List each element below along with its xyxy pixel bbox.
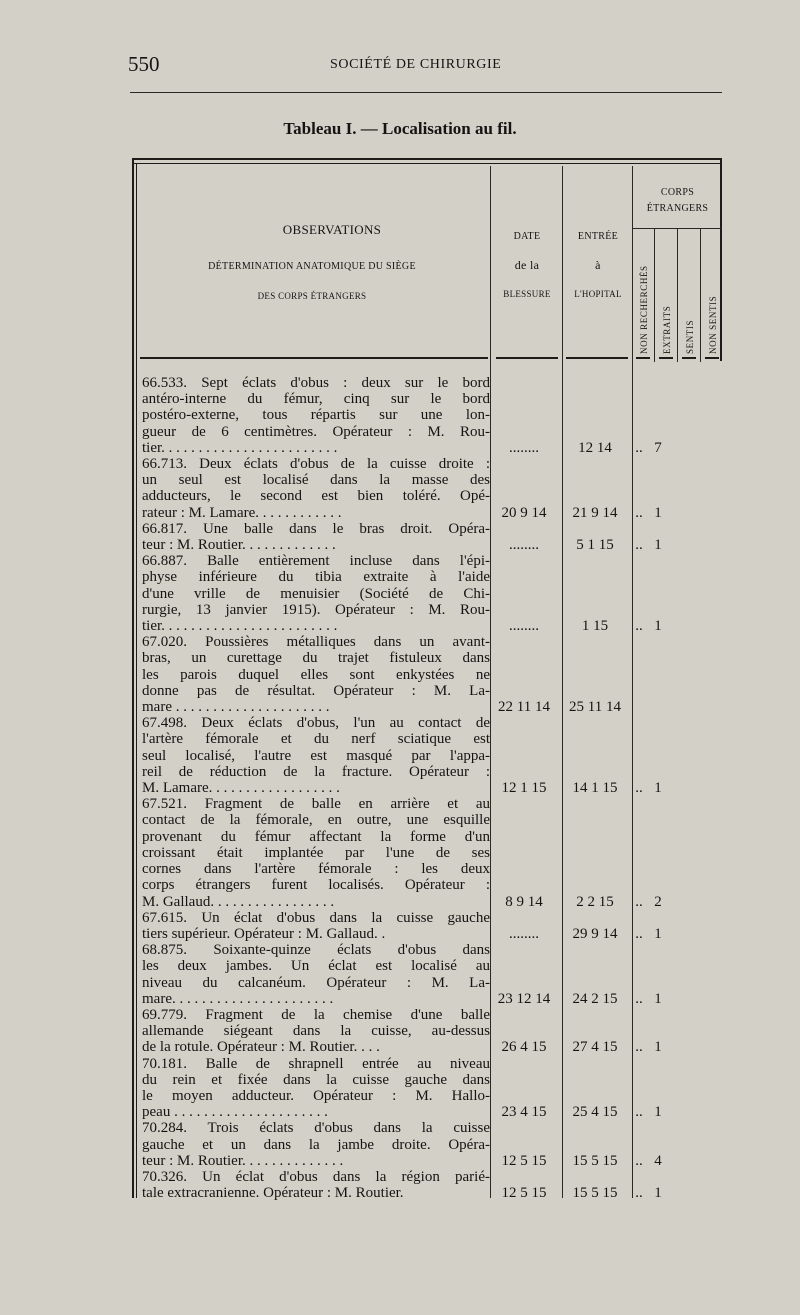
- date-cell: [490, 634, 558, 715]
- non-recherches-cell: [632, 910, 646, 942]
- observation-cell: [142, 456, 490, 521]
- entree-cell: [558, 942, 632, 1007]
- table-row: [142, 634, 682, 715]
- extraits-cell-value: 1: [654, 1185, 662, 1202]
- entree-cell: [558, 1169, 632, 1201]
- extraits-cell-value: 2: [654, 893, 662, 910]
- observation-cell: [142, 1120, 490, 1169]
- table-row: [142, 521, 682, 553]
- observation-line: un seul est localisé dans la masse des: [142, 472, 490, 489]
- observation-line: tale extracranienne. Opérateur : M. Routier.: [142, 1185, 404, 1202]
- extraits-cell: [646, 796, 670, 909]
- extraits-cell: [646, 456, 670, 521]
- entree-cell: [558, 375, 632, 456]
- header-underline: [636, 357, 650, 359]
- non-sentis-header: NON SENTIS: [708, 295, 718, 354]
- entree-cell: [558, 634, 632, 715]
- observation-line: tiers supérieur. Opérateur : M. Gallaud. .: [142, 925, 386, 942]
- observation-line: 66.713. Deux éclats d'obus de la cuisse droite :: [142, 456, 490, 473]
- extraits-cell-value: 1: [654, 990, 662, 1007]
- observation-line: M. Gallaud. . . . . . . . . . . . . . . . .: [142, 893, 335, 910]
- header-underline: [140, 357, 488, 359]
- non-recherches-cell: [632, 1056, 646, 1121]
- observation-line: les parois duquel elles sont enkystées ne: [142, 666, 490, 683]
- observation-line: rateur : M. Lamare. . . . . . . . . . . .: [142, 504, 342, 521]
- date-cell-value: 12 5 15: [501, 1152, 547, 1169]
- date-cell-value: 23 4 15: [501, 1104, 547, 1121]
- observation-line: du rein et fixée dans la cuisse gauche dans: [142, 1071, 490, 1088]
- observation-line: adducteurs, le second est bien toléré. Opé-: [142, 488, 490, 505]
- extraits-cell-value: 1: [654, 618, 662, 635]
- corps-header-etrangers: ÉTRANGERS: [646, 203, 709, 214]
- extraits-cell-value: 1: [654, 1104, 662, 1121]
- observation-cell: [142, 796, 490, 909]
- extraits-cell-value: 1: [654, 925, 662, 942]
- non-recherches-cell-value: ..: [635, 1039, 643, 1056]
- observation-line: tier. . . . . . . . . . . . . . . . . . . . . . . .: [142, 439, 338, 456]
- table-row: [142, 375, 682, 456]
- header-underline: [659, 357, 673, 359]
- date-cell-value: ........: [509, 537, 539, 554]
- observation-line: 66.887. Balle entièrement incluse dans l'épi-: [142, 553, 490, 570]
- observation-line: mare . . . . . . . . . . . . . . . . . . . . .: [142, 699, 330, 716]
- date-cell-value: 26 4 15: [501, 1039, 547, 1056]
- observation-line: 70.181. Balle de shrapnell entrée au niveau: [142, 1055, 490, 1072]
- page-number: 550: [128, 52, 160, 76]
- entree-header-hopital: L'HOPITAL: [574, 289, 622, 299]
- entree-cell-value: 1 15: [581, 618, 609, 635]
- observation-line: postéro-externe, tous répartis sur une lon-: [142, 407, 490, 424]
- table-body: [142, 375, 682, 1201]
- non-recherches-cell-value: ..: [635, 537, 643, 554]
- date-cell: [490, 796, 558, 909]
- non-recherches-cell-value: ..: [635, 618, 643, 635]
- entree-cell-value: 29 9 14: [572, 925, 618, 942]
- column-divider: [677, 228, 678, 362]
- non-recherches-cell-value: ..: [635, 439, 643, 456]
- observation-line: allemande siégeant dans la cuisse, au-dessus: [142, 1023, 490, 1040]
- entree-cell-value: 15 5 15: [572, 1152, 618, 1169]
- extraits-cell: [646, 521, 670, 553]
- table-left-border-inner: [136, 163, 137, 1198]
- date-cell-value: ........: [509, 925, 539, 942]
- entree-cell: [558, 456, 632, 521]
- date-cell: [490, 1007, 558, 1056]
- observation-line: antéro-interne du fémur, cinq sur le bord: [142, 391, 490, 408]
- date-cell: [490, 1056, 558, 1121]
- observation-cell: [142, 942, 490, 1007]
- entree-cell-value: 27 4 15: [572, 1039, 618, 1056]
- observation-line: reil de réduction de la fracture. Opérateur :: [142, 763, 490, 780]
- date-header-blessure: BLESSURE: [503, 289, 551, 299]
- date-header: DATE: [513, 231, 541, 242]
- table-row: [142, 910, 682, 942]
- non-recherches-cell-value: ..: [635, 1104, 643, 1121]
- extraits-cell: [646, 1056, 670, 1121]
- extraits-cell: [646, 375, 670, 456]
- non-recherches-cell: [632, 796, 646, 909]
- observation-cell: [142, 910, 490, 942]
- extraits-cell: [646, 942, 670, 1007]
- extraits-cell-value: 4: [654, 1152, 662, 1169]
- date-cell-value: 12 1 15: [501, 780, 547, 797]
- date-cell: [490, 910, 558, 942]
- entree-cell-value: 25 4 15: [572, 1104, 618, 1121]
- observation-cell: [142, 1056, 490, 1121]
- non-recherches-cell-value: ..: [635, 504, 643, 521]
- table-top-border-inner: [132, 163, 722, 164]
- entree-cell: [558, 715, 632, 796]
- observations-header: OBSERVATIONS: [282, 222, 382, 237]
- observation-line: corps étrangers furent localisés. Opérateur :: [142, 877, 490, 894]
- date-cell-value: 23 12 14: [497, 990, 551, 1007]
- sentis-header: SENTIS: [685, 319, 695, 354]
- observation-line: tier. . . . . . . . . . . . . . . . . . . . . . . .: [142, 618, 338, 635]
- date-header-de-la: de la: [514, 258, 540, 272]
- observation-line: 67.615. Un éclat d'obus dans la cuisse gauche: [142, 909, 490, 926]
- observation-line: 70.284. Trois éclats d'obus dans la cuisse: [142, 1120, 490, 1137]
- observation-line: peau . . . . . . . . . . . . . . . . . . . . .: [142, 1104, 328, 1121]
- entree-cell: [558, 910, 632, 942]
- observation-line: M. Lamare. . . . . . . . . . . . . . . . . .: [142, 780, 340, 797]
- observation-line: croissant était implantée par l'une de ses: [142, 844, 490, 861]
- entree-cell: [558, 796, 632, 909]
- date-cell: [490, 521, 558, 553]
- table-row: [142, 1120, 682, 1169]
- non-recherches-cell: [632, 456, 646, 521]
- observation-line: provenant du fémur affectant la forme d'un: [142, 828, 490, 845]
- table-row: [142, 796, 682, 909]
- header-underline: [566, 357, 628, 359]
- observation-line: 70.326. Un éclat d'obus dans la région parié-: [142, 1168, 490, 1185]
- table-title: Tableau I. — Localisation au fil.: [283, 119, 517, 138]
- entree-cell: [558, 521, 632, 553]
- date-cell: [490, 1169, 558, 1201]
- observation-line: niveau du calcanéum. Opérateur : M. La-: [142, 974, 490, 991]
- table-row: [142, 1007, 682, 1056]
- observation-line: de la rotule. Opérateur : M. Routier. . . .: [142, 1039, 380, 1056]
- date-cell: [490, 1120, 558, 1169]
- entree-cell: [558, 1007, 632, 1056]
- non-recherches-cell-value: ..: [635, 893, 643, 910]
- observation-line: 69.779. Fragment de la chemise d'une balle: [142, 1006, 490, 1023]
- table-row: [142, 715, 682, 796]
- observation-line: 67.521. Fragment de balle en arrière et au: [142, 796, 490, 813]
- observation-cell: [142, 521, 490, 553]
- entree-cell-value: 24 2 15: [572, 990, 618, 1007]
- observation-line: contact de la fémorale, en outre, une esquille: [142, 812, 490, 829]
- observation-line: les deux jambes. Un éclat est localisé au: [142, 958, 490, 975]
- date-cell-value: 20 9 14: [501, 504, 547, 521]
- observation-line: 66.817. Une balle dans le bras droit. Opéra-: [142, 520, 490, 537]
- column-divider: [654, 228, 655, 362]
- observation-line: seul localisé, l'autre est masqué par l'appa-: [142, 747, 490, 764]
- corps-divider: [632, 228, 722, 229]
- observations-subheader: DES CORPS ÉTRANGERS: [257, 291, 367, 301]
- observation-line: teur : M. Routier. . . . . . . . . . . . .: [142, 537, 336, 554]
- observation-line: mare. . . . . . . . . . . . . . . . . . . . . .: [142, 990, 334, 1007]
- observation-line: cornes dans l'artère fémorale : les deux: [142, 861, 490, 878]
- running-head: SOCIÉTÉ DE CHIRURGIE: [330, 57, 502, 72]
- observation-cell: [142, 1169, 490, 1201]
- observation-line: 68.875. Soixante-quinze éclats d'obus dans: [142, 942, 490, 959]
- extraits-cell-value: 1: [654, 1039, 662, 1056]
- extraits-cell-value: 1: [654, 537, 662, 554]
- non-recherches-header: NON RECHERCHÉS: [639, 265, 649, 354]
- date-cell-value: ........: [509, 618, 539, 635]
- entree-cell-value: 14 1 15: [572, 780, 618, 797]
- non-recherches-cell: [632, 375, 646, 456]
- entree-header: ENTRÉE: [577, 231, 619, 242]
- observation-line: l'artère fémorale et du nerf sciatique est: [142, 731, 490, 748]
- header-underline: [682, 357, 696, 359]
- column-divider: [700, 228, 701, 362]
- table-row: [142, 1169, 682, 1201]
- entree-cell-value: 21 9 14: [572, 504, 618, 521]
- observation-line: 66.533. Sept éclats d'obus : deux sur le bord: [142, 375, 490, 391]
- non-recherches-cell-value: ..: [635, 925, 643, 942]
- header-rule: [130, 92, 722, 93]
- entree-header-a: à: [595, 258, 601, 272]
- non-recherches-cell: [632, 1120, 646, 1169]
- entree-cell-value: 15 5 15: [572, 1185, 618, 1202]
- extraits-cell: [646, 1007, 670, 1056]
- non-recherches-cell: [632, 942, 646, 1007]
- non-recherches-cell-value: ..: [635, 1185, 643, 1202]
- date-cell: [490, 456, 558, 521]
- observation-line: le moyen adducteur. Opérateur : M. Hallo-: [142, 1087, 490, 1104]
- non-recherches-cell-value: ..: [635, 780, 643, 797]
- extraits-cell: [646, 634, 670, 715]
- extraits-header: EXTRAITS: [662, 305, 672, 354]
- observation-line: teur : M. Routier. . . . . . . . . . . . . .: [142, 1152, 344, 1169]
- non-recherches-cell: [632, 521, 646, 553]
- entree-cell-value: 5 1 15: [576, 537, 614, 554]
- extraits-cell: [646, 553, 670, 634]
- non-recherches-cell-value: ..: [635, 990, 643, 1007]
- extraits-cell: [646, 910, 670, 942]
- non-recherches-cell: [632, 634, 646, 715]
- extraits-cell-value: 1: [654, 780, 662, 797]
- table-top-border: [132, 158, 722, 160]
- table-row: [142, 553, 682, 634]
- date-cell: [490, 942, 558, 1007]
- table-row: [142, 942, 682, 1007]
- table-left-border: [132, 158, 134, 1198]
- non-recherches-cell: [632, 1007, 646, 1056]
- extraits-cell: [646, 1120, 670, 1169]
- observation-cell: [142, 553, 490, 634]
- observation-line: gauche et un dans la jambe droite. Opéra-: [142, 1136, 490, 1153]
- entree-cell-value: 25 11 14: [569, 699, 621, 716]
- non-recherches-cell-value: ..: [635, 1152, 643, 1169]
- date-cell: [490, 375, 558, 456]
- entree-cell: [558, 1056, 632, 1121]
- observation-line: 67.498. Deux éclats d'obus, l'un au contact de: [142, 715, 490, 732]
- observation-line: gueur de 6 centimètres. Opérateur : M. Rou-: [142, 423, 490, 440]
- table-row: [142, 1056, 682, 1121]
- observation-cell: [142, 715, 490, 796]
- observation-cell: [142, 375, 490, 456]
- observation-cell: [142, 634, 490, 715]
- header-underline: [496, 357, 558, 359]
- observation-line: 67.020. Poussières métalliques dans un avant-: [142, 634, 490, 651]
- extraits-cell-value: 1: [654, 504, 662, 521]
- corps-header: CORPS: [660, 187, 695, 198]
- non-recherches-cell: [632, 1169, 646, 1201]
- observations-subheader: DÉTERMINATION ANATOMIQUE DU SIÈGE: [208, 261, 416, 272]
- non-recherches-cell: [632, 715, 646, 796]
- extraits-cell-value: 7: [654, 439, 662, 456]
- extraits-cell: [646, 1169, 670, 1201]
- date-cell-value: 22 11 14: [498, 699, 550, 716]
- observation-line: physe inférieure du tibia extraite à l'aide: [142, 569, 490, 586]
- observation-line: d'une vrille de menuisier (Société de Chi-: [142, 585, 490, 602]
- observation-line: rurgie, 13 janvier 1915). Opérateur : M. Rou-: [142, 601, 490, 618]
- non-recherches-cell: [632, 553, 646, 634]
- observation-line: donne pas de résultat. Opérateur : M. La-: [142, 682, 490, 699]
- entree-cell-value: 12 14: [578, 439, 612, 456]
- date-cell-value: 12 5 15: [501, 1185, 547, 1202]
- date-cell: [490, 715, 558, 796]
- entree-cell: [558, 1120, 632, 1169]
- date-cell-value: 8 9 14: [505, 893, 543, 910]
- entree-cell: [558, 553, 632, 634]
- table-row: [142, 456, 682, 521]
- date-cell: [490, 553, 558, 634]
- header-underline: [705, 357, 719, 359]
- extraits-cell: [646, 715, 670, 796]
- observation-line: bras, un curettage du trajet fistuleux dans: [142, 650, 490, 667]
- entree-cell-value: 2 2 15: [576, 893, 614, 910]
- date-cell-value: ........: [509, 439, 539, 456]
- observation-cell: [142, 1007, 490, 1056]
